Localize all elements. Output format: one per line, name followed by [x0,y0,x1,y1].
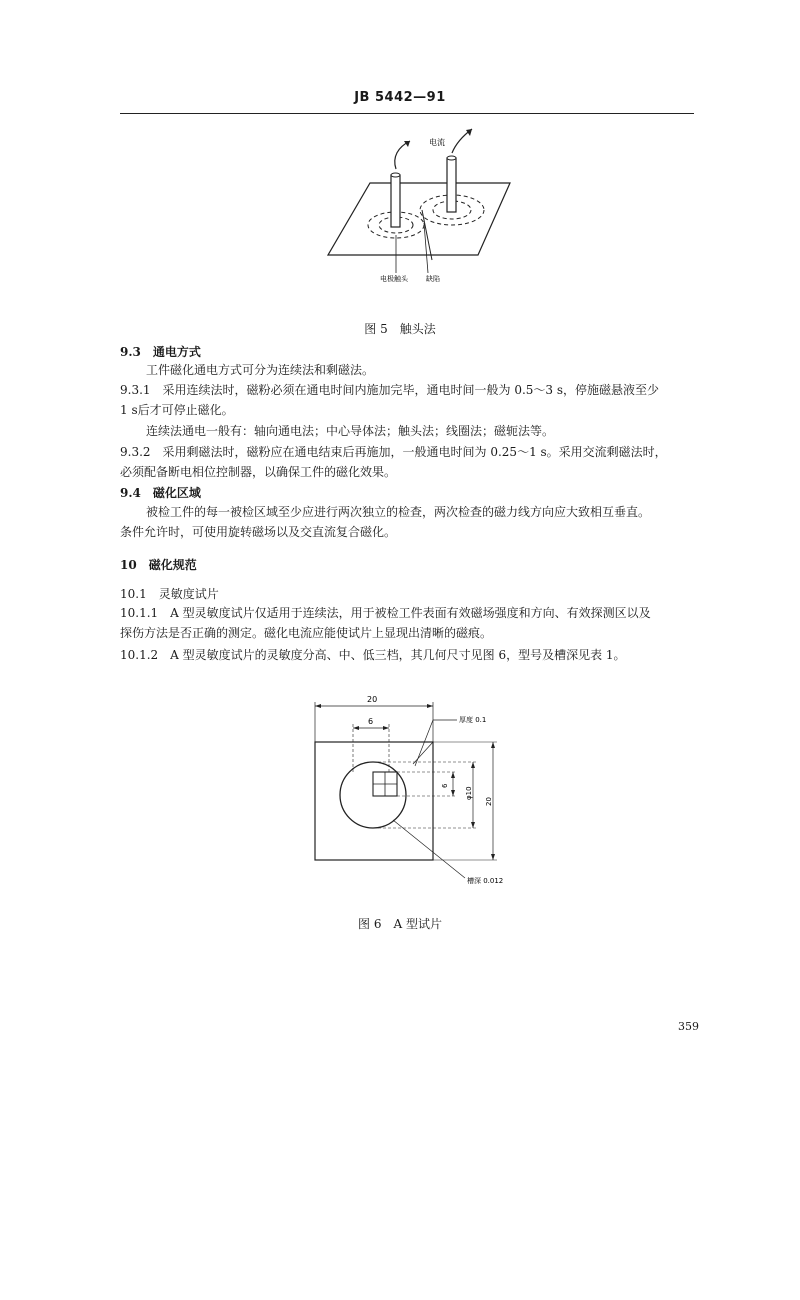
dim-square-6: 6 [368,717,374,726]
test-piece-outline [315,742,433,860]
para-10-1-2: 10.1.2 A 型灵敏度试片的灵敏度分高、中、低三档，其几何尺寸见图 6，型号及槽深见表 1。 [120,648,626,662]
groove-depth-label: 槽深 0.012 [467,877,504,885]
electrode-left-top [391,173,400,177]
dim-width-20: 20 [367,695,378,704]
dim-circle-10: φ10 [465,786,473,800]
para-9-3-2-line2: 必须配备断电相位控制器，以确保工件的磁化效果。 [120,465,397,479]
para-9-4-line2: 条件允许时，可使用旋转磁场以及交直流复合磁化。 [120,525,397,539]
para-9-3-2-line1: 9.3.2 采用剩磁法时，磁粉应在通电结束后再施加，一般通电时间为 0.25～1 s。采用交流剩磁法时， [120,445,667,459]
electrode-right-top [447,156,456,160]
para-9-3-intro: 工件磁化通电方式可分为连续法和剩磁法。 [146,363,375,377]
thickness-label: 厚度 0.1 [459,716,487,724]
figure-6-caption: 图 6 A 型试片 [358,917,442,931]
para-10-1-1-line2: 探伤方法是否正确的测定。磁化电流应能使试片上显现出清晰的磁痕。 [120,626,493,640]
electrode-right [447,158,456,212]
current-label: 电流 [429,138,445,147]
dim-height-20: 20 [485,797,493,806]
page-number: 359 [678,1020,699,1033]
defect-label: 缺陷 [426,275,440,283]
header-rule [120,113,694,114]
workpiece-plate [328,183,510,255]
dim-vertical-6: 6 [441,783,449,788]
figure-5-caption: 图 5 触头法 [364,322,436,336]
electrode-label: 电极触头 [380,275,408,283]
heading-10: 10 磁化规范 [120,558,197,572]
figure-5-prod-method [300,125,530,285]
heading-9-3: 9.3 通电方式 [120,345,201,359]
para-9-4-line1: 被检工件的每一被检区域至少应进行两次独立的检查，两次检查的磁力线方向应大致相互垂直。 [146,505,651,519]
electrode-left [391,175,400,227]
figure-6-a-type-test-piece [295,690,535,895]
page-header: JB 5442—91 [354,90,446,105]
heading-9-4: 9.4 磁化区域 [120,486,201,500]
defect-crack [422,210,432,260]
heading-10-1: 10.1 灵敏度试片 [120,587,219,601]
para-10-1-1-line1: 10.1.1 A 型灵敏度试片仅适用于连续法，用于被检工件表面有效磁场强度和方向、有效探测区以及 [120,606,651,620]
para-9-3-1-note: 连续法通电一般有：轴向通电法；中心导体法；触头法；线圈法；磁轭法等。 [146,424,555,438]
para-9-3-1-line2: 1 s后才可停止磁化。 [120,403,234,417]
para-9-3-1-line1: 9.3.1 采用连续法时，磁粉必须在通电时间内施加完毕，通电时间一般为 0.5～3 s，停施磁悬液至少 [120,383,660,397]
